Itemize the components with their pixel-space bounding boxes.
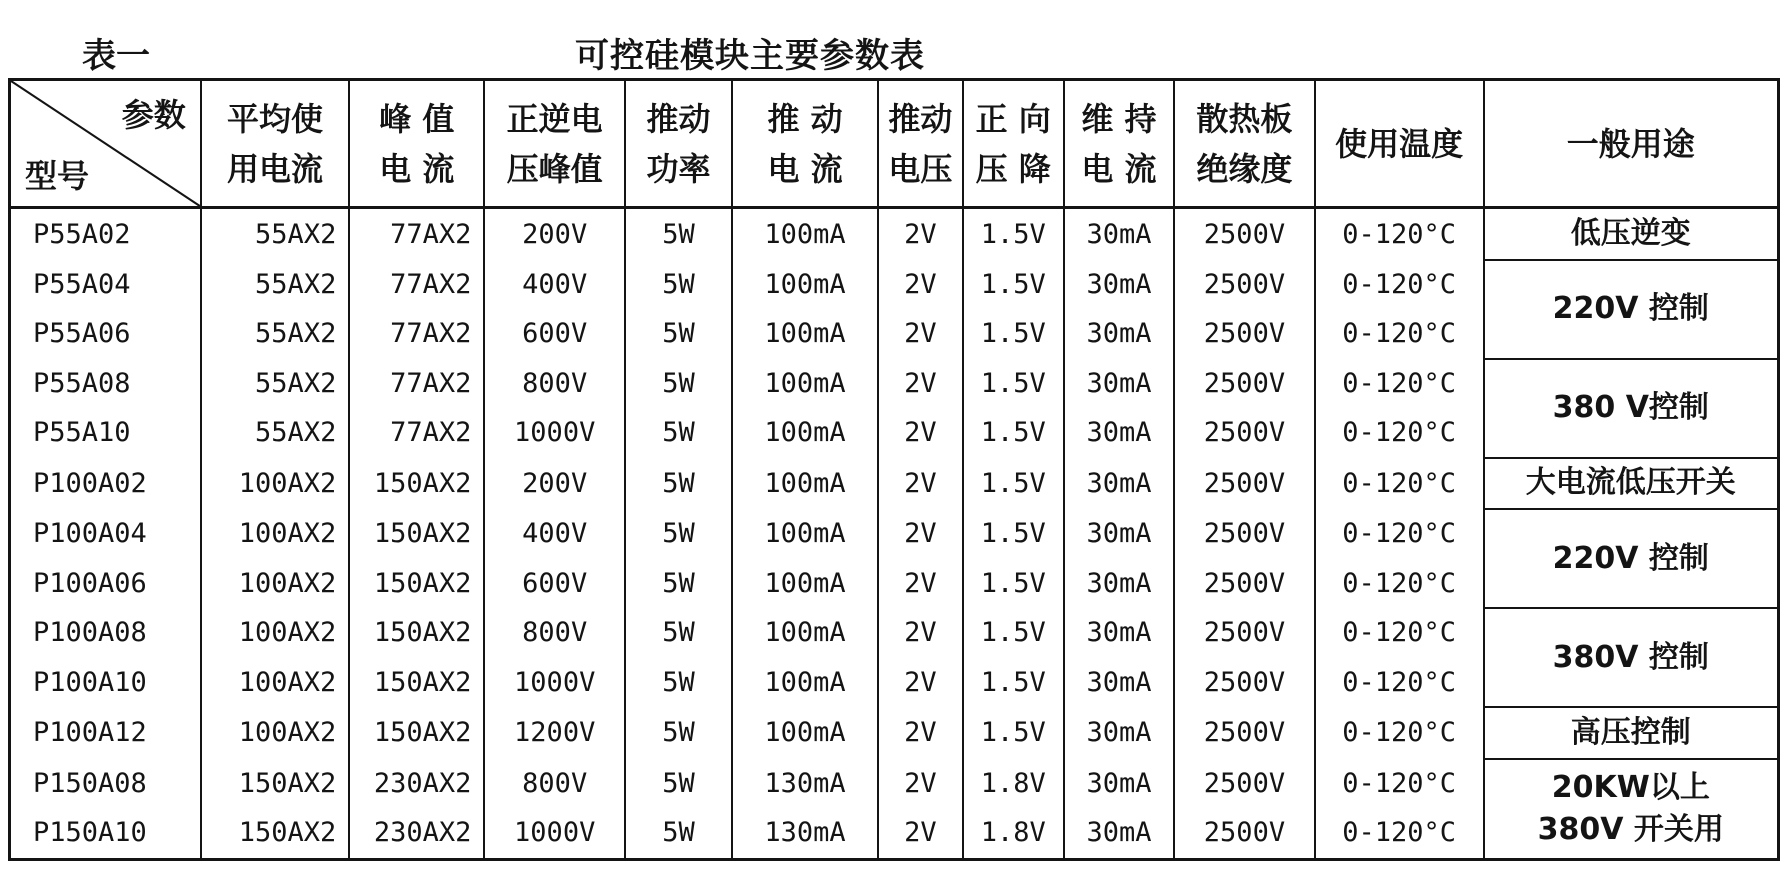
usage-line: 220V 控制 [1552,291,1709,326]
insulation-cell: 2500V [1174,208,1315,260]
header-peak-current [349,80,484,208]
usage-cell [1484,359,1779,458]
header-forward-drop [963,80,1064,208]
drive-voltage-cell: 2V [878,359,962,409]
drive-current-cell: 100mA [732,509,878,559]
drive-voltage-cell: 2V [878,808,962,859]
usage-cell [1484,458,1779,510]
temperature-cell: 0-120°C [1315,309,1484,359]
drive-power-cell: 5W [625,707,732,759]
avg-current-cell: 150AX2 [201,759,350,809]
header-peak-current-line2: 电 流 [379,149,455,188]
header-drive-power [625,80,732,208]
forward-drop-cell: 1.8V [963,808,1064,859]
holding-current-cell: 30mA [1064,359,1174,409]
avg-current-cell: 100AX2 [201,559,350,609]
forward-drop-cell: 1.5V [963,608,1064,658]
temperature-cell: 0-120°C [1315,808,1484,859]
table-row [10,359,1779,409]
model-cell: P150A10 [10,808,201,859]
insulation-cell: 2500V [1174,458,1315,510]
table-row [10,509,1779,559]
avg-current-cell: 55AX2 [201,208,350,260]
peak-voltage-cell: 600V [484,559,625,609]
holding-current-cell: 30mA [1064,458,1174,510]
peak-current-cell: 77AX2 [349,408,484,458]
peak-voltage-cell: 1000V [484,808,625,859]
model-cell: P100A02 [10,458,201,510]
drive-current-cell: 100mA [732,359,878,409]
drive-power-cell: 5W [625,509,732,559]
insulation-cell: 2500V [1174,408,1315,458]
drive-power-cell: 5W [625,808,732,859]
header-drive-current-line2: 电 流 [767,149,843,188]
peak-voltage-cell: 800V [484,359,625,409]
insulation-cell: 2500V [1174,359,1315,409]
usage-line: 380V 控制 [1552,639,1709,675]
holding-current-cell: 30mA [1064,208,1174,260]
drive-current-cell: 100mA [732,707,878,759]
header-peak-current-line1: 峰 值 [379,99,455,138]
avg-current-cell: 55AX2 [201,359,350,409]
insulation-cell: 2500V [1174,608,1315,658]
avg-current-cell: 55AX2 [201,309,350,359]
peak-current-cell: 150AX2 [349,509,484,559]
drive-voltage-cell: 2V [878,309,962,359]
table-row [10,707,1779,759]
model-cell: P55A08 [10,359,201,409]
table-row [10,608,1779,658]
drive-voltage-cell: 2V [878,707,962,759]
model-cell: P55A06 [10,309,201,359]
drive-power-cell: 5W [625,559,732,609]
avg-current-cell: 100AX2 [201,608,350,658]
header-row [10,80,1779,208]
temperature-cell: 0-120°C [1315,759,1484,809]
avg-current-cell: 55AX2 [201,408,350,458]
drive-current-cell: 130mA [732,759,878,809]
forward-drop-cell: 1.5V [963,658,1064,708]
table-body [10,208,1779,860]
peak-current-cell: 230AX2 [349,808,484,859]
usage-cell [1484,608,1779,707]
header-drive-power-line2: 功率 [646,149,711,188]
drive-voltage-cell: 2V [878,408,962,458]
drive-power-cell: 5W [625,759,732,809]
forward-drop-cell: 1.5V [963,509,1064,559]
peak-current-cell: 150AX2 [349,458,484,510]
insulation-cell: 2500V [1174,509,1315,559]
peak-current-cell: 230AX2 [349,759,484,809]
model-cell: P100A04 [10,509,201,559]
drive-current-cell: 100mA [732,208,878,260]
drive-current-cell: 100mA [732,559,878,609]
header-avg-current-line2: 用电流 [227,149,324,188]
insulation-cell: 2500V [1174,260,1315,310]
peak-current-cell: 150AX2 [349,707,484,759]
peak-voltage-cell: 200V [484,458,625,510]
holding-current-cell: 30mA [1064,608,1174,658]
header-holding-current [1064,80,1174,208]
peak-voltage-cell: 1200V [484,707,625,759]
drive-power-cell: 5W [625,408,732,458]
header-peak-voltage-line2: 压峰值 [506,149,603,188]
usage-line: 380 V控制 [1552,390,1709,425]
header-drive-voltage [878,80,962,208]
holding-current-cell: 30mA [1064,509,1174,559]
header-peak-voltage [484,80,625,208]
holding-current-cell: 30mA [1064,759,1174,809]
usage-line: 大电流低压开关 [1525,465,1736,501]
forward-drop-cell: 1.5V [963,707,1064,759]
drive-current-cell: 100mA [732,658,878,708]
holding-current-cell: 30mA [1064,658,1174,708]
drive-voltage-cell: 2V [878,759,962,809]
header-drive-power-line1: 推动 [646,99,711,138]
model-cell: P55A10 [10,408,201,458]
drive-voltage-cell: 2V [878,608,962,658]
peak-voltage-cell: 200V [484,208,625,260]
usage-line: 高压控制 [1570,714,1691,750]
drive-power-cell: 5W [625,208,732,260]
drive-current-cell: 100mA [732,309,878,359]
thyristor-parameter-table [8,78,1780,861]
forward-drop-cell: 1.5V [963,208,1064,260]
usage-line: 220V 控制 [1552,540,1709,576]
peak-voltage-cell: 800V [484,608,625,658]
header-model-label: 型号 [25,157,90,195]
header-forward-drop-line1: 正 向 [975,99,1051,138]
header-drive-current [732,80,878,208]
drive-current-cell: 100mA [732,260,878,310]
drive-current-cell: 100mA [732,608,878,658]
usage-line: 低压逆变 [1570,215,1691,251]
avg-current-cell: 100AX2 [201,658,350,708]
header-insulation [1174,80,1315,208]
drive-voltage-cell: 2V [878,260,962,310]
peak-current-cell: 77AX2 [349,208,484,260]
temperature-cell: 0-120°C [1315,260,1484,310]
peak-current-cell: 77AX2 [349,260,484,310]
forward-drop-cell: 1.5V [963,309,1064,359]
table-row [10,458,1779,510]
holding-current-cell: 30mA [1064,309,1174,359]
drive-power-cell: 5W [625,260,732,310]
avg-current-cell: 55AX2 [201,260,350,310]
header-usage: 一般用途 [1484,80,1779,208]
temperature-cell: 0-120°C [1315,359,1484,409]
header-holding-current-line2: 电 流 [1081,149,1157,188]
header-avg-current-line1: 平均使 [227,99,324,138]
avg-current-cell: 100AX2 [201,509,350,559]
table-row [10,260,1779,310]
insulation-cell: 2500V [1174,658,1315,708]
drive-voltage-cell: 2V [878,208,962,260]
forward-drop-cell: 1.5V [963,458,1064,510]
peak-voltage-cell: 800V [484,759,625,809]
table-row [10,208,1779,260]
temperature-cell: 0-120°C [1315,458,1484,510]
temperature-cell: 0-120°C [1315,707,1484,759]
model-cell: P100A06 [10,559,201,609]
header-drive-voltage-line1: 推动 [888,99,953,138]
holding-current-cell: 30mA [1064,408,1174,458]
peak-voltage-cell: 600V [484,309,625,359]
peak-current-cell: 150AX2 [349,658,484,708]
drive-power-cell: 5W [625,608,732,658]
insulation-cell: 2500V [1174,707,1315,759]
holding-current-cell: 30mA [1064,707,1174,759]
insulation-cell: 2500V [1174,309,1315,359]
table-row [10,759,1779,809]
forward-drop-cell: 1.5V [963,559,1064,609]
drive-voltage-cell: 2V [878,509,962,559]
peak-current-cell: 77AX2 [349,309,484,359]
header-drive-current-line1: 推 动 [767,99,843,138]
usage-cell [1484,707,1779,759]
header-peak-voltage-line1: 正逆电 [506,99,603,138]
peak-voltage-cell: 1000V [484,658,625,708]
drive-voltage-cell: 2V [878,458,962,510]
drive-current-cell: 130mA [732,808,878,859]
temperature-cell: 0-120°C [1315,408,1484,458]
holding-current-cell: 30mA [1064,260,1174,310]
forward-drop-cell: 1.5V [963,260,1064,310]
model-cell: P55A02 [10,208,201,260]
temperature-cell: 0-120°C [1315,658,1484,708]
usage-cell [1484,260,1779,359]
usage-cell [1484,759,1779,860]
temperature-cell: 0-120°C [1315,509,1484,559]
header-avg-current [201,80,350,208]
temperature-cell: 0-120°C [1315,559,1484,609]
header-drive-voltage-line2: 电压 [888,149,953,188]
model-cell: P100A10 [10,658,201,708]
model-cell: P100A08 [10,608,201,658]
insulation-cell: 2500V [1174,559,1315,609]
drive-current-cell: 100mA [732,408,878,458]
header-insulation-line1: 散热板 [1196,99,1293,138]
page-title: 可控硅模块主要参数表 [575,36,925,76]
model-cell: P55A04 [10,260,201,310]
insulation-cell: 2500V [1174,759,1315,809]
temperature-cell: 0-120°C [1315,608,1484,658]
usage-line: 380V 开关用 [1537,811,1724,847]
table-label: 表一 [82,36,150,76]
drive-current-cell: 100mA [732,458,878,510]
usage-cell [1484,208,1779,260]
header-insulation-line2: 绝缘度 [1196,149,1293,188]
insulation-cell: 2500V [1174,808,1315,859]
peak-current-cell: 150AX2 [349,608,484,658]
avg-current-cell: 150AX2 [201,808,350,859]
forward-drop-cell: 1.5V [963,359,1064,409]
model-cell: P100A12 [10,707,201,759]
usage-cell [1484,509,1779,608]
peak-voltage-cell: 1000V [484,408,625,458]
title-row [0,18,1788,74]
peak-current-cell: 77AX2 [349,359,484,409]
drive-power-cell: 5W [625,658,732,708]
peak-voltage-cell: 400V [484,509,625,559]
header-forward-drop-line2: 压 降 [975,149,1051,188]
peak-current-cell: 150AX2 [349,559,484,609]
drive-power-cell: 5W [625,309,732,359]
header-corner-cell [10,80,201,208]
peak-voltage-cell: 400V [484,260,625,310]
header-holding-current-line1: 维 持 [1081,99,1157,138]
header-temperature: 使用温度 [1315,80,1484,208]
drive-voltage-cell: 2V [878,559,962,609]
forward-drop-cell: 1.5V [963,408,1064,458]
holding-current-cell: 30mA [1064,808,1174,859]
temperature-cell: 0-120°C [1315,208,1484,260]
drive-power-cell: 5W [625,458,732,510]
usage-line: 20KW以上 [1551,769,1710,805]
avg-current-cell: 100AX2 [201,458,350,510]
avg-current-cell: 100AX2 [201,707,350,759]
holding-current-cell: 30mA [1064,559,1174,609]
drive-voltage-cell: 2V [878,658,962,708]
model-cell: P150A08 [10,759,201,809]
header-parameter-label: 参数 [121,96,186,134]
forward-drop-cell: 1.8V [963,759,1064,809]
drive-power-cell: 5W [625,359,732,409]
